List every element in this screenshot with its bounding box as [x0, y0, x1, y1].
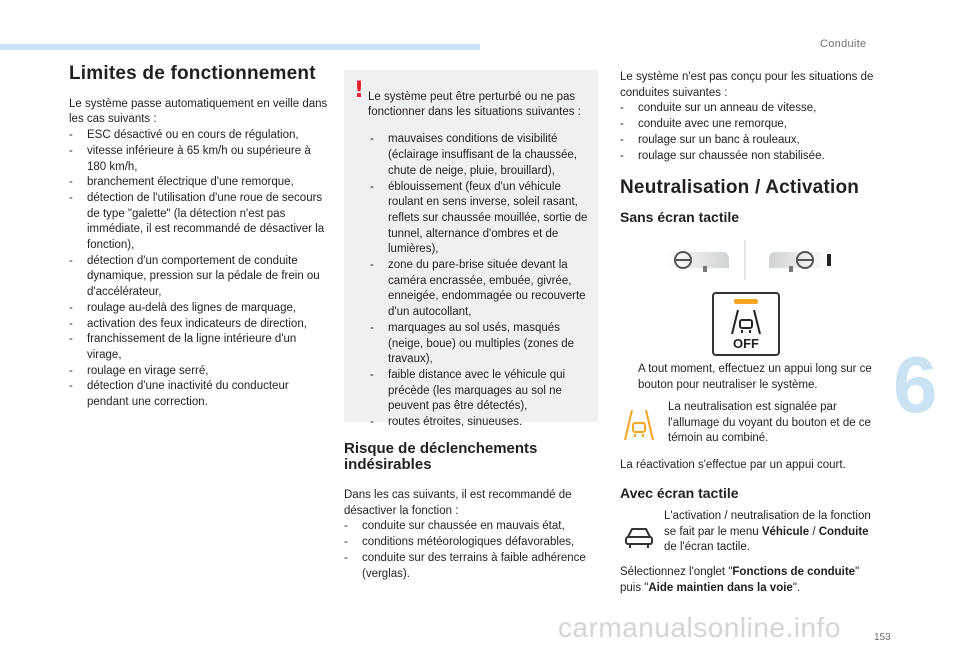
touchscreen-text	[664, 509, 874, 556]
lane-warning-icon	[622, 408, 656, 442]
list-item: - marquages au sol usés, masqués (neige, boue) ou multiples (zones de travaux),	[370, 321, 596, 368]
list-item: - franchissement de la ligne intérieure d'un virage,	[69, 332, 331, 363]
list-item: - détection d'une inactivité du conducteur pendant une correction.	[69, 379, 331, 410]
design-limits-list	[620, 101, 878, 164]
list-item: - vitesse inférieure à 65 km/h ou supérieure à 180 km/h,	[69, 144, 331, 175]
long-press-text: A tout moment, effectuez un appui long sur ce bouton pour neutraliser le système.	[638, 363, 872, 391]
watermark: carmanualsonline.info	[558, 612, 841, 643]
touchscreen-text-a: L'activation / neutralisation de la fonction se fait par le menu	[664, 510, 871, 538]
steering-wheel-illustration	[667, 240, 831, 280]
list-item: - conduite avec une remorque,	[620, 117, 878, 133]
tab-name: Fonctions de conduite	[732, 566, 856, 578]
risk-section	[344, 441, 600, 582]
list-item: - conditions météorologiques défavorables,	[344, 535, 600, 551]
risk-title	[344, 441, 600, 473]
touchscreen-text-sep: /	[809, 525, 819, 538]
off-label: OFF	[733, 336, 759, 351]
select-text-c: ".	[792, 581, 801, 594]
chapter-number: 6	[893, 340, 938, 429]
no-touchscreen-title: Sans écran tactile	[620, 209, 740, 225]
menu-vehicle: Véhicule	[761, 525, 810, 538]
design-limits	[620, 70, 878, 164]
list-item: - routes étroites, sinueuses.	[370, 415, 596, 431]
list-item: - roulage en virage serré,	[69, 364, 331, 380]
risk-title-line1: Risque de déclenchements	[344, 440, 538, 457]
select-tab-text	[620, 565, 878, 596]
section-label: Conduite	[820, 38, 867, 50]
risk-list	[344, 519, 600, 582]
select-text-b: " puis "	[620, 566, 860, 594]
lane-assist-off-button[interactable]	[712, 292, 780, 356]
list-item: - faible distance avec le véhicule qui précède (les marquages au sol ne peuvent pas être détectés),	[370, 368, 596, 415]
list-item: - ESC désactivé ou en cours de régulation,	[69, 128, 331, 144]
menu-driving: Conduite	[818, 525, 869, 538]
select-text-a: Sélectionnez l'onglet "	[620, 566, 733, 578]
neutralisation-signal	[622, 400, 878, 447]
limits-column	[69, 63, 331, 411]
list-item: - éblouissement (feux d'un véhicule roulant en sens inverse, soleil rasant, reflets sur chaussée mouillée, sortie de tunnel, alternance d'ombres et de lumières),	[370, 180, 596, 259]
list-item: - conduite sur un anneau de vitesse,	[620, 101, 878, 117]
list-item: - branchement électrique d'une remorque,	[69, 175, 331, 191]
item-name: Aide maintien dans la voie	[648, 581, 793, 594]
warning-text	[368, 78, 596, 431]
limits-intro: Le système passe automatiquement en veille dans les cas suivants :	[69, 97, 328, 126]
list-item: - conduite sur des terrains à faible adhérence (verglas).	[344, 551, 600, 582]
list-item: - activation des feux indicateurs de direction,	[69, 317, 331, 333]
limits-title: Limites de fonctionnement	[69, 63, 316, 84]
signal-text: La neutralisation est signalée par l'allumage du voyant du bouton et de ce témoin au combiné.	[668, 401, 871, 445]
warning-icon: !	[354, 78, 365, 103]
page-number: 153	[874, 632, 891, 643]
long-press-instruction	[620, 362, 876, 393]
warning-box	[344, 70, 598, 429]
lane-assist-icon	[730, 308, 762, 336]
design-limits-intro: Le système n'est pas conçu pour les situations de conduites suivantes :	[620, 71, 874, 99]
neutralisation-title: Neutralisation / Activation	[620, 177, 860, 198]
warning-list	[370, 132, 596, 430]
warning-intro: Le système peut être perturbé ou ne pas fonctionner dans les situations suivantes :	[368, 90, 581, 119]
touchscreen-instruction	[624, 509, 880, 556]
list-item: - détection d'un comportement de conduite dynamique, pression sur la pédale de frein ou d'accélérateur,	[69, 254, 331, 301]
limits-list	[69, 128, 331, 411]
list-item: - conduite sur chaussée en mauvais état,	[344, 519, 600, 535]
touchscreen-text-b: de l'écran tactile.	[664, 541, 750, 554]
list-item: - roulage au-delà des lignes de marquage,	[69, 301, 331, 317]
list-item: - détection de l'utilisation d'une roue de secours de type "galette" (la détection n'est pas immédiate, il est recommandé de désactiver la fonction),	[69, 191, 331, 254]
header-accent-bar	[0, 44, 480, 50]
indicator-light	[734, 299, 758, 304]
reactivation-text: La réactivation s'effectue par un appui court.	[620, 459, 846, 471]
list-item: - mauvaises conditions de visibilité (éclairage insuffisant de la chaussée, chute de neige, pluie, brouillard),	[370, 132, 596, 179]
car-icon	[624, 525, 654, 549]
list-item: - zone du pare-brise située devant la caméra encrassée, embuée, givrée, enneigée, endommagée ou recouverte d'un autocollant,	[370, 258, 596, 321]
list-item: - roulage sur chaussée non stabilisée.	[620, 149, 878, 165]
list-item: - roulage sur un banc à rouleaux,	[620, 133, 878, 149]
risk-intro: Dans les cas suivants, il est recommandé de désactiver la fonction :	[344, 489, 572, 517]
risk-title-line2: indésirables	[344, 456, 432, 473]
touchscreen-title: Avec écran tactile	[620, 485, 739, 501]
